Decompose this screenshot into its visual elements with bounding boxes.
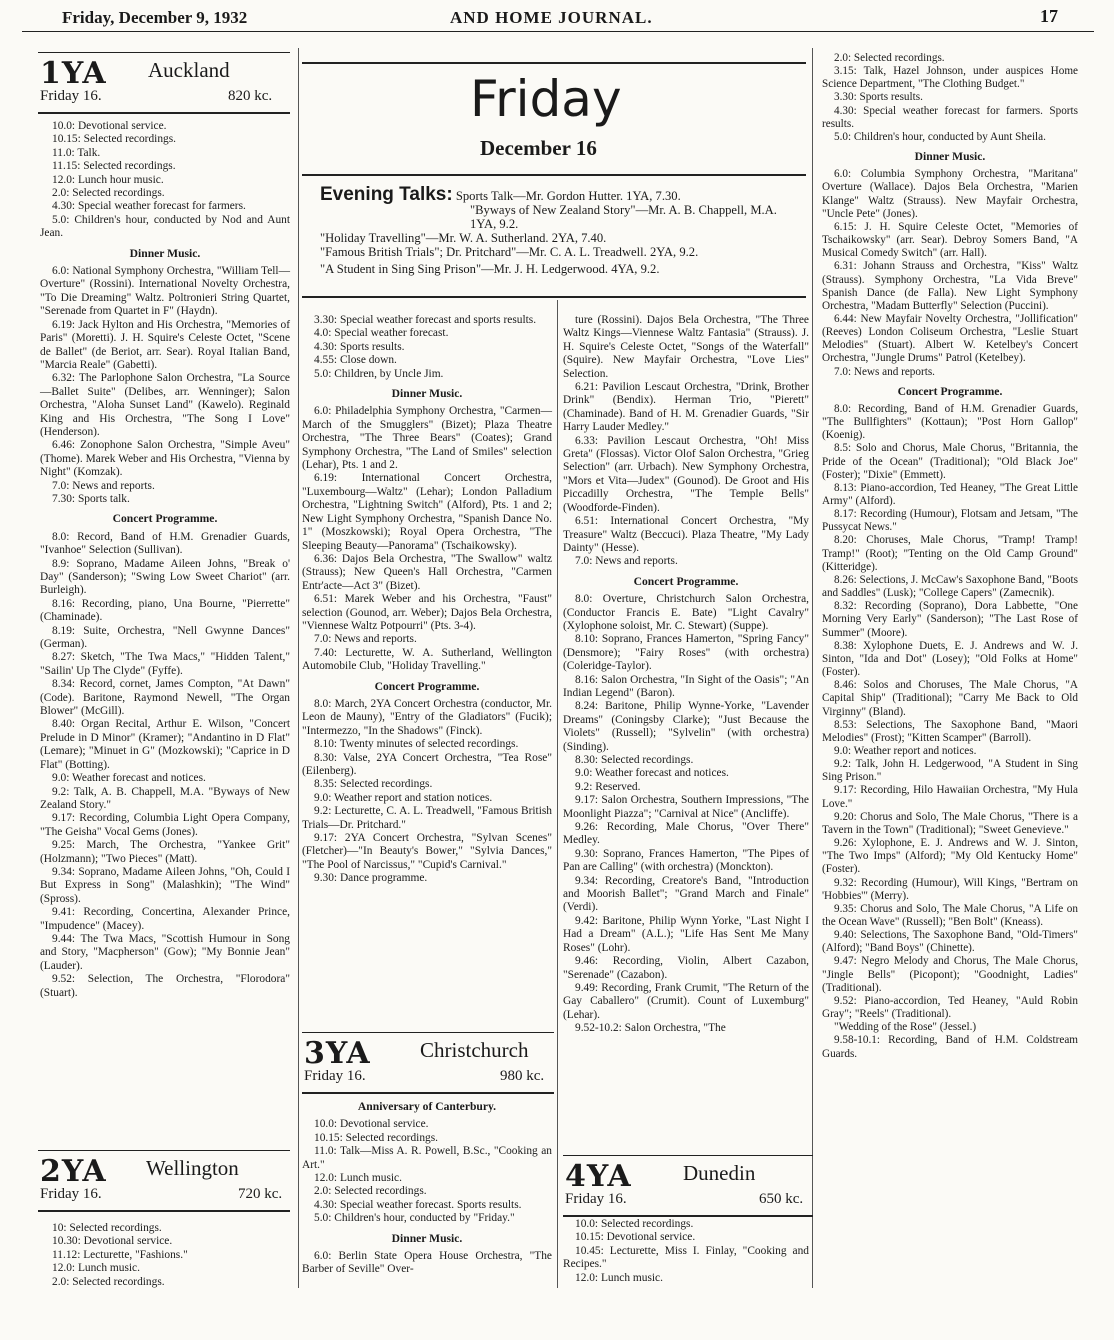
program-entry: 7.30: Sports talk. <box>52 492 130 505</box>
program-entry: 9.26: Xylophone, E. J. Andrews and W. J. Sinton, "The Two Imps" (Alford); "My Old Kentucky Home" (Foster). <box>822 837 1078 876</box>
section-heading: Concert Programme. <box>633 574 739 588</box>
station-rule <box>563 1215 813 1217</box>
program-entry: 9.35: Chorus and Solo, The Male Chorus, "A Life on the Ocean Wave" (Russell); "Ben Bolt" (Kneass). <box>822 902 1078 928</box>
program-entry: 6.19: International Concert Orchestra, "Luxembourg—Waltz" (Lehar); London Palladium Orchestra, "Lightning Switch" (Alford), Pts. 1 and 2; New Light Symphony Orchestra, "Spanish Dance No. 1" (Moszkowski); Royal Opera Orchestra, "The Sleeping Beauty—Panorama" (Tschaikowsky). <box>302 472 552 552</box>
program-entry: 7.0: News and reports. <box>314 633 417 646</box>
station-day: Friday 16. <box>565 1191 627 1207</box>
program-entry: 9.30: Dance programme. <box>314 872 428 885</box>
program-entry: 8.34: Record, cornet, James Compton, "At Dawn" (Code). Baritone, Raymond Newell, "The Organ Blower" (McGill). <box>40 678 290 718</box>
section-heading: Dinner Music. <box>391 387 463 401</box>
program-entry: 6.21: Pavilion Lescaut Orchestra, "Drink, Brother Drink" (Bendix). Herman Trio, "Pierett" (Chaminade). Band of H. M. Grenadier Guards, "Sir Harry Lauder Medley." <box>563 381 809 434</box>
title-mid-rule <box>302 174 806 176</box>
station-day: Friday 16. <box>304 1068 366 1084</box>
program-entry: 6.36: Dajos Bela Orchestra, "The Swallow" waltz (Strauss); New Queen's Hall Orchestra, "Carmen Entr'acte—Act 3" (Bizet). <box>302 552 552 592</box>
evening-talk-line: "Byways of New Zealand Story"—Mr. A. B. Chappell, M.A. 1YA, 9.2. <box>470 203 777 231</box>
program-entry: 6.0: Berlin State Opera House Orchestra, "The Barber of Seville" Over- <box>302 1250 552 1276</box>
program-entry: 9.0: Weather forecast and notices. <box>575 767 729 780</box>
program-entry: 5.0: Children, by Uncle Jim. <box>314 367 444 380</box>
program-entry: 6.19: Jack Hylton and His Orchestra, "Memories of Paris" (Moretti). J. H. Squire's Celeste Octet, "Scene de Ballet" (de Beriot, arr. Sear). Royal Italian Band, "Marcia Reale" (Gabetti). <box>40 318 290 371</box>
column-divider <box>298 48 299 1288</box>
program-entry: 9.2: Talk, A. B. Chappell, M.A. "Byways of New Zealand Story." <box>40 785 290 811</box>
program-entry: 8.32: Recording (Soprano), Dora Labbette, "One Morning Very Early" (Sanderson); "The Last Rose of Summer" (Moore). <box>822 600 1078 639</box>
program-entry: 3.30: Special weather forecast and sports results. <box>314 314 537 326</box>
program-entry: 8.16: Salon Orchestra, "In Sight of the Oasis"; "An Indian Legend" (Baron). <box>563 673 809 699</box>
program-entry: 8.30: Valse, 2YA Concert Orchestra, "Tea Rose" (Eilenberg). <box>302 751 552 777</box>
program-entry: 9.58-10.1: Recording, Band of H.M. Coldstream Guards. <box>822 1034 1078 1060</box>
page-date: December 16 <box>480 136 597 160</box>
program-entry: 9.0: Weather report and station notices. <box>314 791 493 804</box>
program-entry: 9.17: Salon Orchestra, Southern Impressions, "The Moonlight Piazza"; "Carnival at Nice" (Ancliffe). <box>563 794 809 820</box>
column-divider <box>557 300 558 1288</box>
station-frequency: 720 kc. <box>238 1186 283 1202</box>
station-call: 1YA <box>40 56 107 91</box>
program-column-2ya-cont <box>302 314 552 886</box>
program-entry: 6.33: Pavilion Lescaut Orchestra, "Oh! Miss Greta" (Flossas). Victor Olof Salon Orchestra, "Grieg Selection" (arr. Urbach). New Symphony Orchestra, "Mors et Vita—Judex" (Gounod). De Groot and His Piccadilly Orchestra, "The Temple Bells" (Woodforde-Finden). <box>563 434 809 514</box>
station-call: 2YA <box>40 1154 107 1189</box>
program-entry: 10: Selected recordings. <box>52 1222 162 1234</box>
program-entry: 9.40: Selections, The Saxophone Band, "Old-Timers" (Alford); "Band Boys" (Chinette). <box>822 929 1078 955</box>
program-entry: 9.25: March, The Orchestra, "Yankee Grit" (Holzmann); "Two Pieces" (Matt). <box>40 839 290 865</box>
program-entry: 9.32: Recording (Humour), Will Kings, "Bertram on 'Hobbies'" (Merry). <box>822 876 1078 902</box>
evening-talks <box>320 184 790 276</box>
program-entry: 8.10: Twenty minutes of selected recordings. <box>314 738 519 751</box>
program-entry: 2.0: Selected recordings. <box>314 1185 427 1198</box>
program-entry: 9.20: Chorus and Solo, The Male Chorus, "There is a Tavern in the Town" (Traditional); "Sweet Genevieve." <box>822 810 1078 836</box>
program-entry: 2.0: Selected recordings. <box>52 187 165 200</box>
program-entry: 12.0: Lunch music. <box>575 1271 663 1284</box>
program-entry: 10.45: Lecturette, Miss I. Finlay, "Cooking and Recipes." <box>563 1244 809 1271</box>
program-entry: 8.20: Choruses, Male Chorus, "Tramp! Tramp! Tramp!" (Root); "Tenting on the Old Camp Ground" (Kitteridge). <box>822 534 1078 573</box>
program-entry: 10.0: Selected recordings. <box>575 1218 694 1230</box>
program-entry: 9.46: Recording, Violin, Albert Cazabon, "Serenade" (Cazabon). <box>563 955 809 981</box>
program-entry: 9.2: Talk, John H. Ledgerwood, "A Student in Sing Sing Prison." <box>822 758 1078 784</box>
program-entry: 3.15: Talk, Hazel Johnson, under auspices Home Science Department, "The Clothing Budget." <box>822 65 1078 91</box>
program-entry: 10.0: Devotional service. <box>314 1118 429 1131</box>
program-entry: 3.30: Sports results. <box>834 91 923 104</box>
program-entry: 12.0: Lunch hour music. <box>52 173 164 186</box>
station-day: Friday 16. <box>40 88 102 104</box>
program-column-2ya <box>40 1222 290 1289</box>
program-entry: 8.0: Recording, Band of H.M. Grenadier Guards, "The Bullfighters" (Kottaun); "Post Horn Gallop" (Koenig). <box>822 402 1078 442</box>
program-entry: 9.17: Recording, Columbia Light Opera Company, "The Geisha" Vocal Gems (Jones). <box>40 812 290 838</box>
program-entry: 12.0: Lunch music. <box>314 1172 402 1185</box>
program-entry: 9.17: Recording, Hilo Hawaiian Orchestra, "My Hula Love." <box>822 784 1078 810</box>
program-entry: 6.51: Marek Weber and his Orchestra, "Faust" selection (Gounod, arr. Weber); Dajos Bela Orchestra, "Viennese Waltz Potpourri" (Pts. 3-4). <box>302 593 552 632</box>
evening-talks-heading: Evening Talks: <box>320 184 453 205</box>
program-entry: 8.0: March, 2YA Concert Orchestra (conductor, Mr. Leon de Mauny), "Entry of the Gladiators" (Fucik); "Intermezzo, "In the Shadows" (Finck). <box>302 697 552 737</box>
program-entry: 6.51: International Concert Orchestra, "My Treasure" Waltz (Beccuci). Plaza Theatre, "My Lady Dainty" (Hesse). <box>563 515 809 554</box>
evening-talk-line: "A Student in Sing Sing Prison"—Mr. J. H. Ledgerwood. 4YA, 9.2. <box>320 262 660 276</box>
program-entry: 6.0: Philadelphia Symphony Orchestra, "Carmen—March of the Smugglers" (Bizet); Plaza Theatre Orchestra, "The Three Bears" (Coates); Grand Symphony Orchestra, "The Land of Smiles" selection (Lehar), Pts. 1 and 2. <box>302 405 552 472</box>
program-entry: 4.30: Sports results. <box>314 340 405 353</box>
station-rule <box>38 52 290 53</box>
station-rule <box>38 1210 290 1212</box>
program-entry: 9.2: Reserved. <box>575 780 641 793</box>
section-heading: Anniversary of Canterbury. <box>357 1100 497 1113</box>
page-title: Friday <box>470 70 622 128</box>
program-entry: ture (Rossini). Dajos Bela Orchestra, "The Three Waltz Kings—Viennese Waltz Fantasia" (Strauss). J. H. Squire's Celeste Octet, "Songs of the Waterfall" (Squire). New Mayfair Orchestra, "Love Lies" Selection. <box>563 314 809 380</box>
program-entry: 6.15: J. H. Squire Celeste Octet, "Memories of Tschaikowsky" (arr. Sear). Debroy Somers Band, "A Musical Comedy Switch" (arr. Hall). <box>822 220 1078 260</box>
program-entry: 8.27: Sketch, "The Twa Macs," "Hidden Talent," "Sailin' Up The Clyde" (Fyffe). <box>40 651 290 677</box>
program-entry: "Wedding of the Rose" (Jessel.) <box>834 1021 977 1034</box>
program-entry: 4.30: Special weather forecast for farmers. Sports results. <box>822 104 1078 130</box>
program-entry: 8.10: Soprano, Frances Hamerton, "Spring Fancy" (Densmore); "Fairy Roses" (with orchestra) (Coleridge-Taylor). <box>563 633 809 673</box>
program-entry: 6.32: The Parlophone Salon Orchestra, "La Source—Ballet Suite" (Delibes, arr. Wenninger); Salon Orchestra, "Aloha Sunset Land" (Kawelo). Reginald King and His Orchestra, "The Song I Love" (Henderson). <box>40 372 290 438</box>
program-entry: 8.0: Overture, Christchurch Salon Orchestra, (Conductor Francis E. Bate) "Light Cavalry" (Xylophone soloist, Mr. C. Stewart) (Suppe). <box>563 593 809 632</box>
page-header-date: Friday, December 9, 1932 <box>62 8 248 27</box>
program-entry: 9.34: Recording, Creatore's Band, "Introduction and Moorish Ballet"; "Grand March and Finale" (Verdi). <box>563 874 809 914</box>
program-entry: 6.31: Johann Strauss and Orchestra, "Kiss" Waltz (Strauss). Symphony Orchestra, "La Vida Breve" Spanish Dance (de Falla). New Light Symphony Orchestra, "Madam Butterfly" Selection (Puccini). <box>822 260 1078 312</box>
program-entry: 8.9: Soprano, Madame Aileen Johns, "Break o' Day" (Sanderson); "Swing Low Sweet Chariot" (arr. Burleigh). <box>40 557 290 597</box>
program-entry: 7.40: Lecturette, W. A. Sutherland, Wellington Automobile Club, "Holiday Travelling." <box>302 646 552 673</box>
program-column-4ya <box>563 1218 809 1285</box>
program-entry: 10.15: Selected recordings. <box>314 1131 438 1144</box>
title-top-rule <box>302 62 806 64</box>
station-day: Friday 16. <box>40 1186 102 1202</box>
program-entry: 9.30: Soprano, Frances Hamerton, "The Pipes of Pan are Calling" (with orchestra) (Monckton). <box>563 847 809 874</box>
section-heading: Concert Programme. <box>897 384 1003 398</box>
program-entry: 6.0: National Symphony Orchestra, "William Tell—Overture" (Rossini). International Novelty Orchestra, "To Die Dreaming" Waltz. Poltronieri String Quartet, "Serenade from Quartet in F" (Haydn). <box>40 265 290 318</box>
program-entry: 9.47: Negro Melody and Chorus, The Male Chorus, "Jingle Bells" (Picopont); "Goodnight, Ladies" (Traditional). <box>822 955 1078 994</box>
header-rule <box>22 31 1094 32</box>
program-entry: 8.5: Solo and Chorus, Male Chorus, "Britannia, the Pride of the Ocean" (Traditional); "Old Black Joe" (Foster); "Dixie" (Emmett). <box>822 442 1078 481</box>
program-entry: 9.52-10.2: Salon Orchestra, "The <box>575 1022 726 1035</box>
program-entry: 10.0: Devotional service. <box>52 120 167 132</box>
program-entry: 8.26: Selections, J. McCaw's Saxophone Band, "Boots and Saddles" (Lusk); "College Capers" (Zamecnik). <box>822 573 1078 600</box>
title-bottom-rule <box>302 296 806 298</box>
program-entry: 8.19: Suite, Orchestra, "Nell Gwynne Dances" (German). <box>40 624 290 651</box>
program-entry: 8.40: Organ Recital, Arthur E. Wilson, "Concert Prelude in D Minor" (Kramer); "Andantino in D Flat" (Lemare); "Minuet in G" (Mozkowski); "Caprice in D Flat" (Botting). <box>40 718 290 771</box>
station-frequency: 820 kc. <box>228 88 273 104</box>
program-entry: 8.46: Solos and Choruses, The Male Chorus, "A Capital Ship" (Traditional); "Carry Me Back to Old Virginny" (Bland). <box>822 679 1078 718</box>
evening-talk-line: Sports Talk—Mr. Gordon Hutter. 1YA, 7.30. <box>455 189 681 203</box>
program-entry: 9.41: Recording, Concertina, Alexander Prince, "Impudence" (Macey). <box>40 906 290 932</box>
program-entry: 9.2: Lecturette, C. A. L. Treadwell, "Famous British Trials—Dr. Pritchard." <box>302 805 552 831</box>
program-entry: 9.26: Recording, Male Chorus, "Over There" Medley. <box>563 821 809 847</box>
program-column-3ya <box>302 1094 552 1277</box>
page-number: 17 <box>1040 6 1058 26</box>
page-header-journal: AND HOME JOURNAL. <box>450 8 653 27</box>
program-entry: 8.35: Selected recordings. <box>314 778 433 791</box>
program-entry: 10.30: Devotional service. <box>52 1235 173 1248</box>
program-entry: 8.16: Recording, piano, Una Bourne, "Pierrette" (Chaminade). <box>40 597 290 624</box>
station-rule <box>563 1155 813 1156</box>
program-entry: 9.44: The Twa Macs, "Scottish Humour in Song and Story, "Macpherson" (Gow); "My Bonnie Jean" (Lauder). <box>40 932 290 972</box>
program-entry: 5.0: Children's hour, conducted by Nod and Aunt Jean. <box>40 213 290 240</box>
program-entry: 6.44: New Mayfair Novelty Orchestra, "Jollification" (Reeves) London Coliseum Orchestra, "Leslie Stuart Melodies" (Stuart). Albert W. Ketelbey's Concert Orchestra, "Jungle Drums" Patrol (Ketelbey). <box>822 312 1078 365</box>
program-entry: 9.49: Recording, Frank Crumit, "The Return of the Gay Caballero" (Crumit). Count of Luxemburg" (Lehar). <box>563 981 809 1021</box>
station-rule <box>302 1032 554 1033</box>
station-frequency: 650 kc. <box>759 1191 804 1207</box>
program-entry: 12.0: Lunch music. <box>52 1262 140 1275</box>
program-entry: 4.30: Special weather forecast for farmers. <box>52 200 246 213</box>
program-entry: 11.15: Selected recordings. <box>52 160 176 173</box>
program-column-1ya <box>40 120 290 1000</box>
program-entry: 2.0: Selected recordings. <box>52 1275 165 1288</box>
program-entry: 2.0: Selected recordings. <box>834 52 945 64</box>
program-entry: 8.38: Xylophone Duets, E. J. Andrews and W. J. Sinton, "Ida and Dot" (Losey); "Old Folks at Home" (Foster). <box>822 639 1078 679</box>
program-entry: 8.0: Record, Band of H.M. Grenadier Guards, "Ivanhoe" Selection (Sullivan). <box>40 530 290 557</box>
program-entry: 7.0: News and reports. <box>575 555 678 568</box>
evening-talk-line: "Famous British Trials"; Dr. Pritchard"—Mr. C. A. L. Treadwell. 2YA, 9.2. <box>320 245 699 259</box>
program-entry: 8.13: Piano-accordion, Ted Heaney, "The Great Little Army" (Alford). <box>822 481 1078 507</box>
program-entry: 9.34: Soprano, Madame Aileen Johns, "Oh, Could I But Express in Song" (Malashkin); "The Wind" (Spross). <box>40 865 290 905</box>
evening-talk-line: "Holiday Travelling"—Mr. W. A. Sutherland. 2YA, 7.40. <box>320 231 607 245</box>
station-rule <box>38 1150 290 1151</box>
program-entry: 7.0: News and reports. <box>52 479 155 492</box>
program-entry: 8.30: Selected recordings. <box>575 754 694 766</box>
program-entry: 7.0: News and reports. <box>834 365 935 378</box>
column-divider <box>812 48 813 1288</box>
program-entry: 9.17: 2YA Concert Orchestra, "Sylvan Scenes" (Fletcher)—"In Beauty's Bower," "Sylvia Dances," "The Pool of Narcissus," "Cupid's Carnival." <box>302 832 552 871</box>
program-entry: 11.12: Lecturette, "Fashions." <box>52 1248 188 1261</box>
program-entry: 9.0: Weather report and notices. <box>834 744 977 757</box>
program-entry: 5.0: Children's hour, conducted by Aunt Sheila. <box>834 130 1046 143</box>
program-entry: 9.42: Baritone, Philip Wynn Yorke, "Last Night I Had a Dream" (A.L.); "Life Has Sent Me Many Roses" (Lohr). <box>563 914 809 954</box>
program-entry: 5.0: Children's hour, conducted by "Friday." <box>314 1212 515 1225</box>
program-entry: 8.53: Selections, The Saxophone Band, "Maori Melodies" (Frost); "Kitten Scamper" (Barroll). <box>822 718 1078 744</box>
program-entry: 11.0: Talk—Miss A. R. Powell, B.Sc., "Cooking an Art." <box>302 1145 552 1171</box>
station-call: 4YA <box>565 1159 632 1194</box>
section-heading: Concert Programme. <box>374 679 480 693</box>
station-rule <box>38 112 290 114</box>
station-frequency: 980 kc. <box>500 1068 545 1084</box>
program-entry: 4.0: Special weather forecast. <box>314 327 449 340</box>
program-entry: 9.52: Selection, The Orchestra, "Florodora" (Stuart). <box>40 973 290 999</box>
section-heading: Dinner Music. <box>914 150 986 164</box>
program-entry: 6.46: Zonophone Salon Orchestra, "Simple Aveu" (Thome). Marek Weber and His Orchestra, "Vienna by Night" (Komzak). <box>40 439 290 479</box>
program-entry: 8.17: Recording (Humour), Flotsam and Jetsam, "The Pussycat News." <box>822 508 1078 534</box>
section-heading: Concert Programme. <box>112 512 218 526</box>
program-entry: 8.24: Baritone, Philip Wynne-Yorke, "Lavender Dreams" (Coningsby Clarke); "Just Because the Violets" (Russell); "Sylvelin" (with orchestra) (Sinding). <box>563 700 809 753</box>
station-city: Dunedin <box>683 1161 756 1185</box>
program-entry: 10.15: Devotional service. <box>575 1231 696 1244</box>
program-entry: 9.0: Weather forecast and notices. <box>52 772 206 785</box>
program-entry: 6.0: Columbia Symphony Orchestra, "Maritana" Overture (Wallace). Dajos Bela Orchestra, "Marien Klange" Waltz (Strauss). New Mayfair Orchestra, "Uncle Pete" (Jones). <box>822 168 1078 220</box>
station-city: Wellington <box>146 1156 239 1180</box>
program-entry: 11.0: Talk. <box>52 146 101 159</box>
station-city: Christchurch <box>420 1038 529 1062</box>
program-column-4ya-cont <box>822 52 1078 1061</box>
program-column-3ya-cont <box>563 314 809 1036</box>
program-entry: 4.55: Close down. <box>314 354 397 367</box>
program-entry: 10.15: Selected recordings. <box>52 133 176 146</box>
program-entry: 4.30: Special weather forecast. Sports results. <box>314 1198 522 1211</box>
section-heading: Dinner Music. <box>129 246 201 260</box>
station-call: 3YA <box>304 1036 371 1071</box>
station-city: Auckland <box>148 58 230 82</box>
program-entry: 9.52: Piano-accordion, Ted Heaney, "Auld Robin Gray"; "Reels" (Traditional). <box>822 994 1078 1021</box>
section-heading: Dinner Music. <box>391 1231 463 1245</box>
